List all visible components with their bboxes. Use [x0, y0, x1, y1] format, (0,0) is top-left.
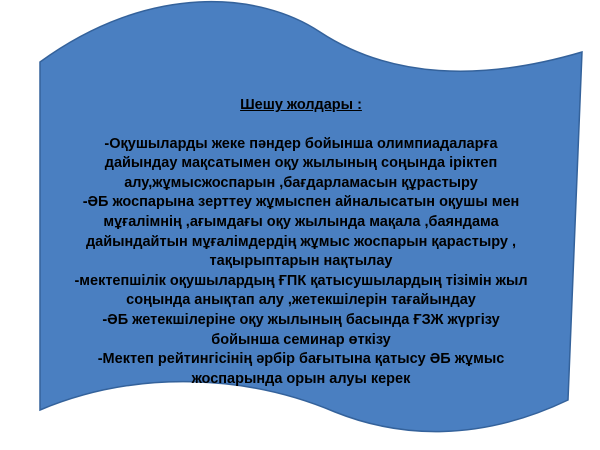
paragraph-olympiad: -Оқушыларды жеке пәндер бойынша олимпиадаларға дайындау мақсатымен оқу жылының соңында іріктеп алу,жұмысжоспарын ,бағдарламасын құрастыру: [104, 135, 498, 191]
spacer: [36, 116, 566, 135]
paragraph-participants: -мектепшілік оқушылардың ҒПК қатысушылардың тізімін жыл соңында анықтап алу ,жетекшілерін тағайындау: [74, 272, 528, 309]
heading-solutions: Шешу жолдары :: [240, 97, 362, 113]
solutions-text: [36, 96, 566, 389]
paragraph-rating: -Мектеп рейтингісінің әрбір бағытына қатысу ӘБ жұмыс жоспарында орын алуы керек: [97, 351, 505, 387]
paragraph-seminar: -ӘБ жетекшілеріне оқу жылының басында ҒЗЖ жүргізу бойынша семинар өткізу: [102, 311, 500, 348]
paragraph-research-plan: -ӘБ жоспарына зерттеу жұмыспен айналысатын оқушы мен мұғалімнің ,ағымдағы оқу жылында мақала ,баяндама дайындайтын мұғалімдердің жұмыс жоспарын қарастыру , тақырыптарын нақтылау: [82, 194, 520, 270]
